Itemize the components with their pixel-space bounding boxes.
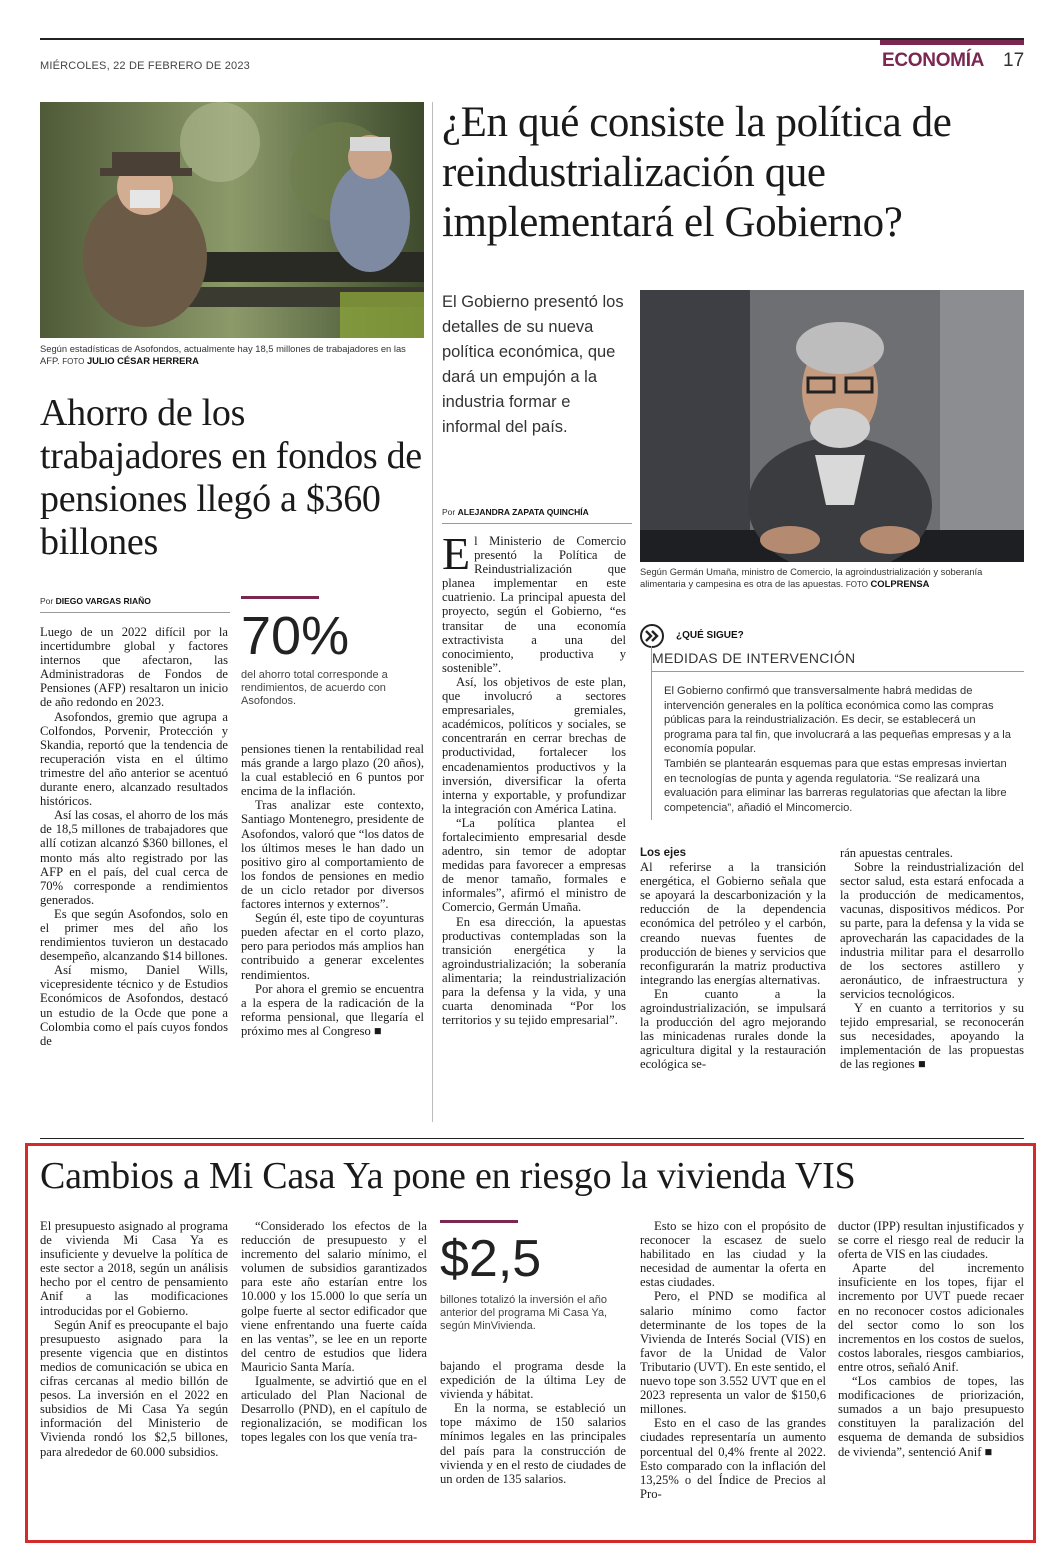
story1-para: Por ahora el gremio se encuentra a la espera de la radicación de la reforma pensional, que llegaría el próximo mes al Congreso ■: [241, 981, 424, 1038]
story2-deck: El Gobierno presentó los detalles de su nueva política económica, que dará un empujón a la industria formar e informal del país.: [442, 293, 624, 436]
story2-para: l Ministerio de Comercio presentó la Política de Reindustrialización que planea implementar en este cuatrienio. La principal apuesta del proyecto, según el Gobierno, “es transitar de una economía extractivista a una del conocimiento, productiva y sostenible”.: [442, 534, 626, 675]
story3-column-4: [640, 1219, 826, 1501]
story2-para: Y en cuanto a territorios y su tejido empresarial, se reconocerán sus necesidades, apoyando la implementación de las propuestas de las regiones ■: [840, 1001, 1024, 1072]
story2-byline: Por ALEJANDRA ZAPATA QUINCHÍA: [442, 507, 589, 517]
minister-photo: [640, 290, 1024, 562]
story1-column-1: [40, 625, 228, 1048]
story1-column-2: [241, 742, 424, 1038]
whats-next-icon: [640, 624, 664, 648]
story2-para: “La política plantea el fortalecimiento empresarial desde adentro, sin temor de adoptar medidas para favorecer a empresas de menor tamaño, formales e informales”, afirmó el ministro de Comercio, Germán Umaña.: [442, 815, 626, 915]
story3-top-rule: [40, 1138, 1024, 1139]
measures-box-border: [651, 646, 652, 820]
stat1-value: 70%: [241, 606, 350, 666]
story1-para: pensiones tienen la rentabilidad real más grande a largo plazo (20 años), la cual estableció en 6 puntos por encima de la inflación.: [241, 742, 424, 799]
story2-column-2: [640, 846, 826, 1072]
pensioners-photo-caption: Según estadísticas de Asofondos, actualmente hay 18,5 millones de trabajadores en las AFP. FOTO JULIO CÉSAR HERRERA: [40, 343, 406, 366]
measures-box-text: [664, 684, 1020, 815]
story1-para: Asofondos, gremio que agrupa a Colfondos, Porvenir, Protección y Skandia, reportó que la tendencia de recuperación vista en el último trimestre del año anterior se acentuó durante enero, alcanzado resultados históricos.: [40, 709, 228, 809]
story2-dropcap: E: [442, 528, 471, 579]
story1-para: Así mismo, Daniel Wills, vicepresidente técnico y de Estudios Económicos de Asofondos, destacó un estudio de la Ocde que pone a Colombia como el país cuyos fondos de: [40, 963, 228, 1048]
story2-para: Así, los objetivos de este plan, que involucró a sectores empresariales, gremiales, académicos, políticos y sociales, se concentrarán en cerrar brechas de productividad, fortalecer los encadenamientos productivos y la inversión, diversificar la oferta interna y exportable, y profundizar la integración con América Latina.: [442, 674, 626, 816]
story2-para: En cuanto a la agroindustrialización, se impulsará la producción del agro mejorando las minicadenas rurales donde la agricultura digital y la restauración ecológica se-: [640, 986, 826, 1072]
top-rule: [40, 38, 1024, 40]
story3-para: “Considerado los efectos de la reducción de presupuesto y el incremento del salario mínimo, el volumen de subsidios garantizados para este año estarían entre los 10.000 y los 15.000 lo que sería un golpe fuerte al sector edificador que viene enfrentando una fuerte caída en las ventas”, se lee en un reporte del centro de estudios que lidera Mauricio Santa María.: [241, 1219, 427, 1374]
issue-date: MIÉRCOLES, 22 DE FEBRERO DE 2023: [40, 60, 250, 72]
story3-para: bajando el programa desde la expedición de la última Ley de vivienda y hábitat.: [440, 1359, 626, 1402]
story3-para: Igualmente, se advirtió que en el articulado del Plan Nacional de Desarrollo (PND), en el capítulo de regionalización, se modifican los topes legales con los que venía tra-: [241, 1374, 427, 1445]
story3-para: ductor (IPP) resultan injustificados y se corre el riesgo real de reducir la oferta de VIS en las ciudades.: [838, 1219, 1024, 1262]
story3-column-5: [838, 1219, 1024, 1459]
story3-column-3: [440, 1359, 626, 1486]
story2-para: En esa dirección, la apuestas productivas contempladas son la transición energética y la agroindustrialización; la soberanía alimentaria; la reindustrialización para la defensa y la vida, y una cuarta denominada “Por los territorios y su tejido empresarial”.: [442, 914, 626, 1028]
story3-para: El presupuesto asignado al programa de vivienda Mi Casa Ya es insuficiente y devuelve la política de este sector a 2018, según un análisis hecho por el centro de pensamiento Anif a las modificaciones introducidas por el Gobierno.: [40, 1219, 228, 1318]
measures-box-title: MEDIDAS DE INTERVENCIÓN: [652, 650, 856, 666]
story3-para: “Los cambios de topes, las modificaciones de priorización, sumados a un bajo presupuesto constituyen la paralización del esquema de demanda de subsidios de vivienda”, sentenció Anif ■: [838, 1374, 1024, 1459]
story3-para: Esto en el caso de las grandes ciudades representaría un aumento porcentual del 0,4% frente al 2022. Esto comparado con la inflación del 13,25% o del Índice de Precios al Pro-: [640, 1416, 826, 1501]
story3-para: En la norma, se estableció un tope máximo de 150 salarios mínimos legales en las principales del país para la construcción de vivienda y en el resto de ciudades de un orden de 135 salarios.: [440, 1401, 626, 1486]
story3-column-2: [241, 1219, 427, 1445]
story2-column-1: [442, 528, 626, 1028]
whats-next-kicker: ¿QUÉ SIGUE?: [676, 630, 744, 641]
measures-para: También se plantearán esquemas para que estas empresas inviertan en tecnologías de punta y agenda regulatoria. “Se realizará una evaluación para eliminar las barreras regulatorias que afectan la libre competencia”, añadió el Mincomercio.: [664, 757, 1007, 814]
story1-para: Según él, este tipo de coyunturas pueden afectar en el corto plazo, pero para periodos más amplios han contribuido a generar excelentes rendimientos.: [241, 911, 424, 982]
pensioners-photo: [40, 102, 424, 338]
story3-para: Pero, el PND se modifica al salario mínimo como factor determinante de los topes de la Vivienda de Interés Social (VIS) en favor de la Unidad de Valor Tributario (UVT). En este sentido, el nuevo tope son 3.552 UVT que en el 2023 representa un valor de $150,6 millones.: [640, 1289, 826, 1417]
story2-subhead: Los ejes: [640, 847, 687, 859]
stat3-accent-rule: [440, 1220, 518, 1223]
story3-headline: Cambios a Mi Casa Ya pone en riesgo la vivienda VIS: [40, 1155, 856, 1197]
minister-photo-caption: Según Germán Umaña, ministro de Comercio, la agroindustrialización y soberanía alimentaria y campesina es otra de las apuestas. FOTO COLPRENSA: [640, 566, 983, 589]
page-number: 17: [1003, 50, 1025, 71]
story2-headline: ¿En qué consiste la política de reindustrialización que implementará el Gobierno?: [442, 99, 952, 246]
section-tab-bar: [880, 40, 1024, 45]
section-name: ECONOMÍA: [882, 50, 985, 71]
story2-para: Sobre la reindustrialización del sector salud, esta estará enfocada a la producción de medicamentos, vacunas, dispositivos médicos. Por su parte, para la defensa y la vida se aprovecharán las capacidades de la industria militar para el desarrollo de los sectores astillero y aeronáutico, de infraestructura y servicios tecnológicos.: [840, 860, 1024, 1001]
story1-byline-rule: [40, 612, 230, 613]
story3-para: Esto se hizo con el propósito de reconocer la escasez de suelo habilitado en las ciudad y la necesidad de aumentar la oferta en estas ciudades.: [640, 1219, 826, 1290]
story3-column-1: [40, 1219, 228, 1459]
stat1-accent-rule: [241, 596, 319, 599]
stat3-text: billones totalizó la inversión el año anterior del programa Mi Casa Ya, según MinVivienda.: [440, 1294, 608, 1332]
column-divider: [432, 102, 433, 1122]
story1-para: Es que según Asofondos, solo en el primer mes del año los rendimientos tuvieron un destacado desempeño, alcanzando $14 billones.: [40, 906, 228, 964]
story1-byline: Por DIEGO VARGAS RIAÑO: [40, 596, 151, 606]
story3-para: Aparte del incremento insuficiente en los topes, fijar el incremento por UVT puede recaer en no reconocer costos adicionales del sector como lo son los incrementos en los costos de suelos, costos laborales, riesgos cambiarios, entre otros, señaló Anif.: [838, 1261, 1024, 1374]
story1-headline: Ahorro de los trabajadores en fondos de pensiones llegó a $360 billones: [40, 392, 422, 563]
measures-para: El Gobierno confirmó que transversalmente habrá medidas de intervención generales en la política económica como las compras públicas para la reindustrialización. Es decir, se establecerá un programa para tal fin, que involucrará a las pequeñas empresas y a la economía popular.: [664, 685, 1012, 756]
story2-para: rán apuestas centrales.: [840, 846, 953, 860]
story2-column-3: [840, 846, 1024, 1072]
stat1-text: del ahorro total corresponde a rendimientos, de acuerdo con Asofondos.: [241, 669, 388, 707]
story1-para: Luego de un 2022 difícil por la incertidumbre global y factores internos que afectaron, las Administradoras de Fondos de Pensiones (AFP) resaltaron un inicio de año redondo en 2023.: [40, 625, 228, 710]
story2-byline-rule: [442, 523, 632, 524]
story2-para: Al referirse a la transición energética, el Gobierno señala que se apoyará la descarbonización y la reducción de la dependencia económica del petróleo y el carbón, creando nuevas fuentes de producción de bienes y servicios que reconfigurarán la matriz productiva integrando las energías alternativas.: [640, 860, 826, 987]
story1-para: Así las cosas, el ahorro de los más de 18,5 millones de trabajadores que allí cotizan alcanzó $360 billones, el monto más alto registrado por las AFP en el país, del cual cerca de 70% corresponde a rendimientos generados.: [40, 808, 228, 907]
measures-box-rule: [652, 671, 1024, 672]
story3-para: Según Anif es preocupante el bajo presupuesto asignado para la presente vigencia que en distintos medios de comunicación se ubica en cifras cercanas al medio billón de pesos. La inversión en el 2022 en subsidios de Mi Casa Ya según información del Ministerio de Vivienda rondó los $2,5 billones, para alrededor de 60.000 subsidios.: [40, 1317, 228, 1459]
stat3-value: $2,5: [440, 1230, 542, 1288]
story1-para: Tras analizar este contexto, Santiago Montenegro, presidente de Asofondos, valoró que “los datos de los últimos meses le han dado un positivo giro al comportamiento de los fondos de pensiones en medio de un ciclo retador por diversos factores internos y externos”.: [241, 798, 424, 912]
